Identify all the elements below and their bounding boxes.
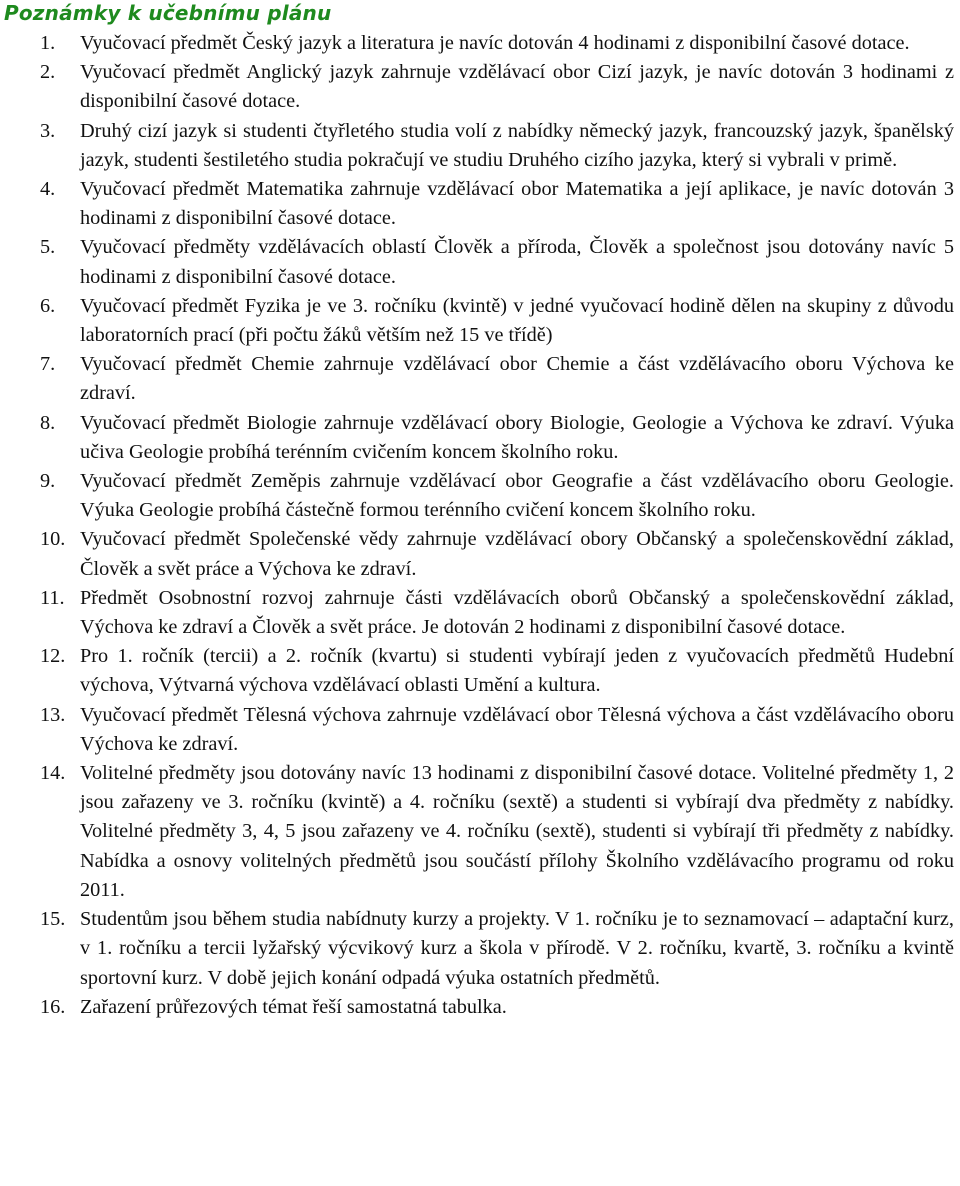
list-item-number: 10. [40,528,66,551]
list-item-number: 15. [40,908,66,931]
list-item-text: Zařazení průřezových témat řeší samostatná tabulka. [80,995,507,1018]
list-item [4,525,956,583]
notes-list [4,29,956,1022]
list-item [4,642,956,700]
list-item [4,117,956,175]
list-item-number: 13. [40,703,66,726]
list-item-text: Vyučovací předmět Zeměpis zahrnuje vzdělávací obor Geografie a část vzdělávacího oboru Geologie. Výuka Geologie probíhá částečně formou terénního cvičení koncem školního roku. [80,470,954,522]
list-item-number: 14. [40,762,66,785]
list-item-text: Vyučovací předměty vzdělávacích oblastí Člověk a příroda, Člověk a společnost jsou dotovány navíc 5 hodinami z disponibilní časové dotace. [80,236,954,288]
list-item-number: 4. [40,178,56,201]
list-item-text: Vyučovací předmět Tělesná výchova zahrnuje vzdělávací obor Tělesná výchova a část vzdělávacího oboru Výchova ke zdraví. [80,703,954,755]
list-item-number: 16. [40,995,66,1018]
list-item-number: 11. [40,586,65,609]
list-item-text: Vyučovací předmět Chemie zahrnuje vzdělávací obor Chemie a část vzdělávacího oboru Výchova ke zdraví. [80,353,954,405]
list-item [4,29,956,58]
list-item-number: 1. [40,32,56,54]
list-item-text: Vyučovací předmět Společenské vědy zahrnuje vzdělávací obory Občanský a společenskovědní základ, Člověk a svět práce a Výchova ke zdraví. [80,528,954,580]
list-item [4,292,956,350]
list-item-number: 3. [40,119,56,142]
list-item-text: Druhý cizí jazyk si studenti čtyřletého studia volí z nabídky německý jazyk, francouzský jazyk, španělský jazyk, studenti šestiletého studia pokračují ve studiu Druhého cizího jazyka, který si vybrali v primě. [80,119,954,171]
list-item-text: Vyučovací předmět Biologie zahrnuje vzdělávací obory Biologie, Geologie a Výchova ke zdraví. Výuka učiva Geologie probíhá terénním cvičením koncem školního roku. [80,411,954,463]
list-item-text: Studentům jsou během studia nabídnuty kurzy a projekty. V 1. ročníku je to seznamovací – adaptační kurz, v 1. ročníku a tercii lyžařský výcvikový kurz a škola v přírodě. V 2. ročníku, kvartě, 3. ročníku a kvintě sportovní kurz. V době jejich konání odpadá výuka ostatních předmětů. [80,908,954,989]
list-item [4,409,956,467]
list-item [4,350,956,408]
list-item [4,58,956,116]
list-item-text: Pro 1. ročník (tercii) a 2. ročník (kvartu) si studenti vybírají jeden z vyučovacích předmětů Hudební výchova, Výtvarná výchova vzdělávací oblasti Umění a kultura. [80,645,954,697]
list-item-text: Vyučovací předmět Anglický jazyk zahrnuje vzdělávací obor Cizí jazyk, je navíc dotován 3 hodinami z disponibilní časové dotace. [80,61,954,113]
list-item-text: Vyučovací předmět Český jazyk a literatura je navíc dotován 4 hodinami z disponibilní časové dotace. [80,32,910,54]
list-item-number: 12. [40,645,66,668]
list-item [4,905,956,993]
list-item-text: Vyučovací předmět Fyzika je ve 3. ročníku (kvintě) v jedné vyučovací hodině dělen na skupiny z důvodu laboratorních prací (při počtu žáků větším než 15 ve třídě) [80,294,954,347]
list-item [4,584,956,642]
list-item-text: Předmět Osobnostní rozvoj zahrnuje části vzdělávacích oborů Občanský a společenskovědní základ, Výchova ke zdraví a Člověk a svět práce. Je dotován 2 hodinami z disponibilní časové dotace. [80,586,954,639]
list-item [4,759,956,905]
list-item-number: 9. [40,470,56,493]
list-item-number: 6. [40,294,56,317]
list-item-text: Volitelné předměty jsou dotovány navíc 13 hodinami z disponibilní časové dotace. Volitelné předměty 1, 2 jsou zařazeny ve 3. ročníku (kvintě) a 4. ročníku (sextě) a studenti si vybírají dva předměty z nabídky. Volitelné předměty 3, 4, 5 jsou zařazeny ve 4. ročníku (sextě), studenti si vybírají tři předměty z nabídky. Nabídka a osnovy volitelných předmětů jsou součástí přílohy Školního vzdělávacího programu od roku 2011. [80,762,954,901]
list-item-text: Vyučovací předmět Matematika zahrnuje vzdělávací obor Matematika a její aplikace, je navíc dotován 3 hodinami z disponibilní časové dotace. [80,178,954,230]
list-item [4,467,956,525]
list-item-number: 7. [40,353,56,376]
list-item-number: 2. [40,61,56,84]
list-item-number: 5. [40,236,56,259]
list-item [4,701,956,759]
list-item [4,175,956,233]
page-title: Poznámky k učebnímu plánu [4,1,332,25]
list-item [4,233,956,291]
list-item [4,993,956,1022]
list-item-number: 8. [40,411,56,434]
